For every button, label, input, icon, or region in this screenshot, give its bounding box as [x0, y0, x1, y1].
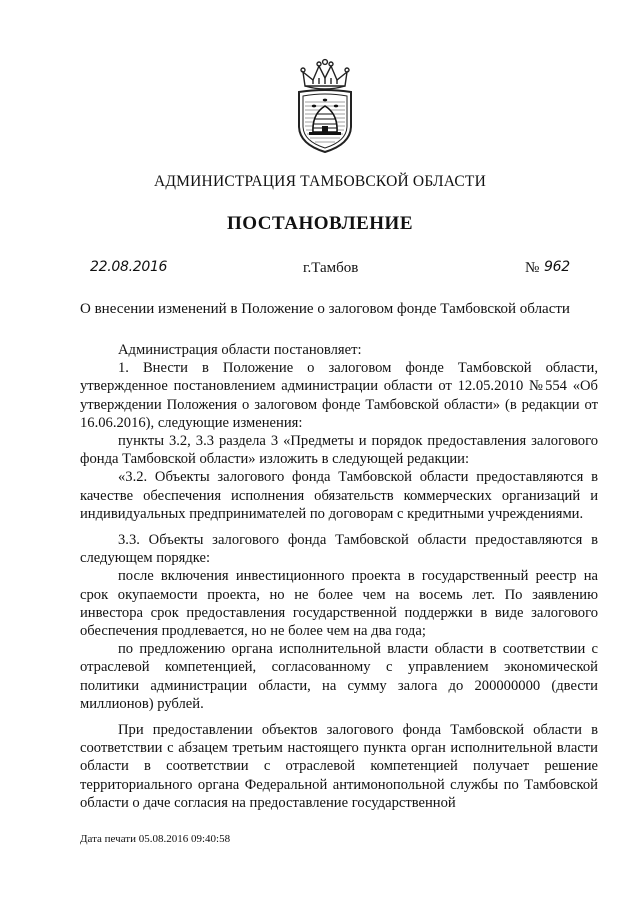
document-body — [80, 341, 598, 812]
paragraph-3-2: «3.2. Объекты залогового фонда Тамбовской области предоставляются в качестве обеспечения исполнения обязательств коммерческих организаций и индивидуальных предпринимателей по договорам с кредитными учреждениями. — [80, 469, 598, 522]
paragraph-order-1: после включения инвестиционного проекта в государственный реестр на срок окупаемости проекта, но не более чем на восемь лет. По заявлению инвестора срок предоставления государственной поддержки в виде залогового обеспечения продлевается, но не более чем на два года; — [80, 568, 598, 640]
paragraph-antimonopoly: При предоставлении объектов залогового фонда Тамбовской области в соответствии с абзацем третьим настоящего пункта орган исполнительной власти области в соответствии с отраслевой компетенцией получает решение территориального органа Федеральной антимонопольной службы по Тамбовской области о даче согласия на предоставление государственной — [80, 722, 598, 811]
paragraph-item-1: 1. Внести в Положение о залоговом фонде Тамбовской области, утвержденное постановлением администрации области от 12.05.2010 №554 «Об утверждении Положения о залоговом фонде Тамбовской области» (в редакции от 16.06.2016), следующие изменения: — [80, 360, 598, 431]
paragraph-3-3: 3.3. Объекты залогового фонда Тамбовской области предоставляются в следующем порядке: — [80, 532, 598, 567]
document-number-label: № — [525, 260, 540, 276]
document-type-title: ПОСТАНОВЛЕНИЕ — [226, 213, 414, 234]
document-number: 962 — [544, 259, 570, 275]
print-date-footer: Дата печати 05.08.2016 09:40:58 — [80, 833, 231, 845]
coat-of-arms-icon — [289, 56, 361, 156]
document-subject: О внесении изменений в Положение о залоговом фонде Тамбовской области — [80, 301, 570, 317]
paragraph-order-2: по предложению органа исполнительной власти области в соответствии с отраслевой компетенцией, согласованному с управлением экономической политики администрации области, на сумму залога до 200000000 (двести миллионов) рублей. — [80, 641, 598, 712]
document-date: 22.08.2016 — [90, 259, 168, 275]
agency-name: АДМИНИСТРАЦИЯ ТАМБОВСКОЙ ОБЛАСТИ — [154, 173, 486, 190]
paragraph-preamble: Администрация области постановляет: — [118, 342, 362, 358]
paragraph-points: пункты 3.2, 3.3 раздела 3 «Предметы и порядок предоставления залогового фонда Тамбовской области» изложить в следующей редакции: — [80, 433, 598, 468]
document-city: г.Тамбов — [303, 260, 359, 276]
